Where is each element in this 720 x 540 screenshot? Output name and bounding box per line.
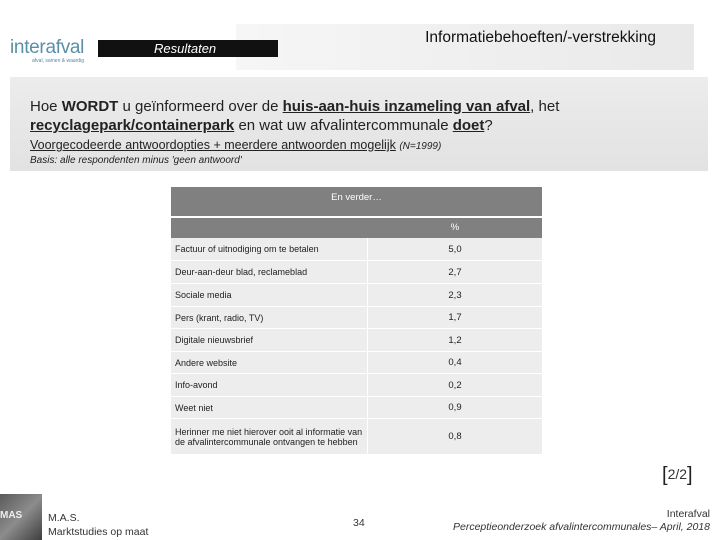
table-row	[171, 419, 542, 455]
section-label: Resultaten	[98, 40, 278, 57]
row-label: Factuur of uitnodiging om te betalen	[171, 238, 368, 260]
row-value: 1,2	[448, 334, 462, 346]
question-subtext: Voorgecodeerde antwoordopties + meerdere antwoorden mogelijk (N=1999)	[30, 138, 442, 152]
table-subheader	[171, 216, 542, 238]
row-label: Deur-aan-deur blad, reclameblad	[171, 261, 368, 283]
question-text: Hoe WORDT u geïnformeerd over de huis-aan-huis inzameling van afval, het recyclagepark/containerpark en wat uw afvalintercommunale doet?	[30, 98, 560, 134]
table-row	[171, 374, 542, 397]
row-value: 1,7	[448, 312, 462, 323]
row-label: Pers (krant, radio, TV)	[171, 307, 368, 328]
logo-text: interafval	[10, 37, 85, 58]
row-label: Sociale media	[171, 284, 368, 306]
page-title: Informatiebehoeften/-verstrekking	[425, 29, 656, 46]
row-label: Info-avond	[171, 374, 368, 396]
row-value: 2,7	[448, 266, 462, 278]
footer-organization: M.A.S. Marktstudies op maat	[48, 512, 149, 538]
row-value: 0,2	[448, 379, 462, 391]
row-label: Weet niet	[171, 397, 368, 418]
table-header: En verder…	[171, 187, 542, 216]
table-row	[171, 329, 542, 352]
row-value: 5,0	[448, 243, 462, 255]
footer-page-number: 34	[353, 517, 365, 529]
table-row	[171, 261, 542, 284]
question-basis: Basis: alle respondenten minus 'geen antwoord'	[30, 155, 242, 166]
row-label: Andere website	[171, 352, 368, 373]
table-row	[171, 284, 542, 307]
header-bar	[236, 24, 694, 70]
row-label: Herinner me niet hierover ooit al informatie van de afvalintercommunale ontvangen te hebben	[171, 419, 368, 454]
table-row	[171, 307, 542, 329]
table-row	[171, 397, 542, 419]
question-box	[10, 77, 708, 171]
logo-subtitle: afval, samen & waardig	[32, 58, 84, 64]
row-value: 0,4	[448, 357, 462, 368]
table-row	[171, 352, 542, 374]
table-row	[171, 238, 542, 261]
page-marker: [2/2]	[662, 464, 693, 486]
mas-logo-image: MAS	[0, 494, 42, 540]
row-label: Digitale nieuwsbrief	[171, 329, 368, 351]
percent-column-header: %	[450, 222, 460, 233]
results-table	[171, 187, 542, 455]
row-value: 0,9	[448, 402, 462, 413]
interafval-logo	[10, 37, 84, 64]
footer-credit: Interafval Perceptieonderzoek afvalintercommunales– April, 2018	[452, 508, 710, 533]
row-value: 2,3	[448, 289, 462, 301]
row-value: 0,8	[448, 431, 462, 442]
